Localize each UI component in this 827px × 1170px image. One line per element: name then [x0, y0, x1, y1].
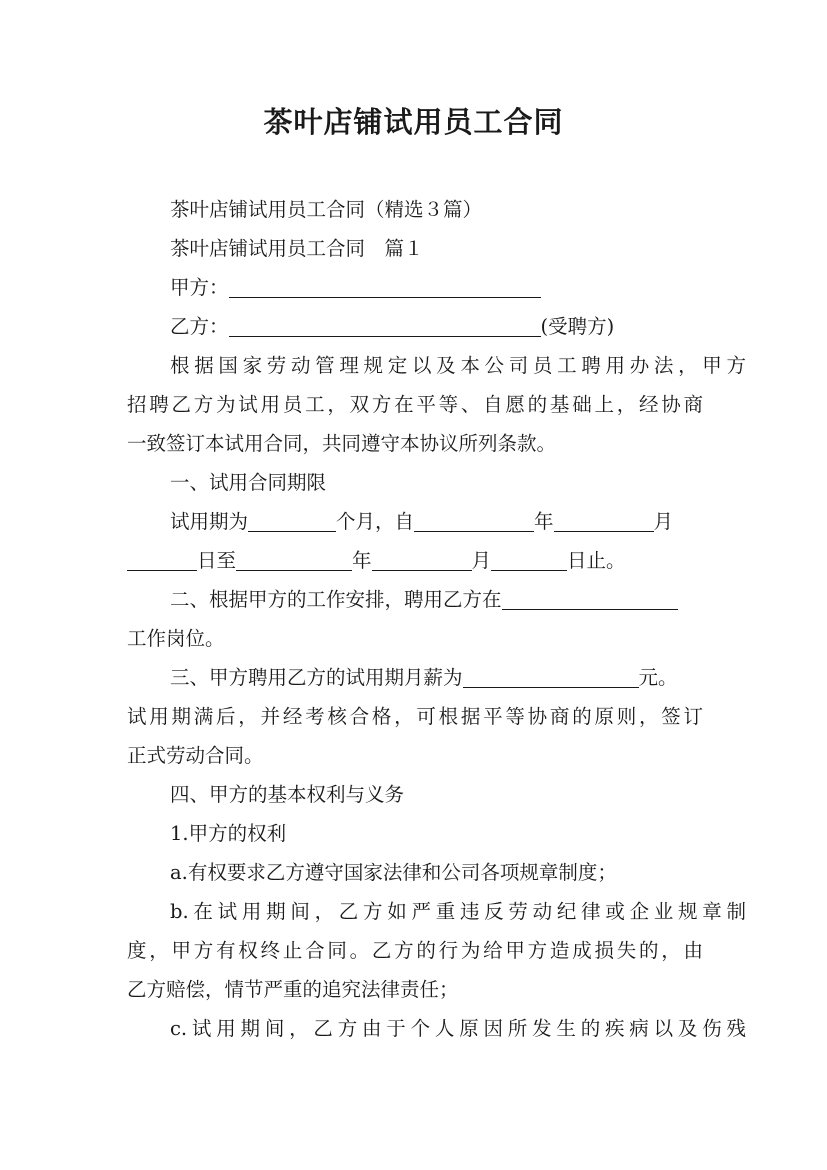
subtitle: 茶叶店铺试用员工合同（精选３篇） — [170, 198, 483, 221]
clause-b-line-3: 乙方赔偿，情节严重的追究法律责任； — [127, 978, 459, 1001]
term-label-8: 日止。 — [567, 549, 626, 572]
term-months-blank — [248, 507, 336, 532]
term-label-3: 年 — [534, 510, 554, 533]
clause-a: a.有权要求乙方遵守国家法律和公司各项规章制度； — [170, 861, 617, 884]
section-2-text: 二、根据甲方的工作安排，聘用乙方在 — [170, 588, 502, 611]
term-line-1 — [127, 504, 746, 540]
term-label-6: 年 — [352, 549, 372, 572]
section-3-line-2: 试用期满后，并经考核合格，可根据平等协商的原则，签订 — [127, 705, 703, 728]
term-end-year-blank — [236, 546, 352, 571]
salary-blank — [463, 663, 639, 688]
section-4-heading: 四、甲方的基本权利与义务 — [170, 783, 405, 806]
position-blank — [502, 585, 678, 610]
section-3-text: 三、甲方聘用乙方的试用期月薪为 — [170, 666, 463, 689]
clause-b-line-2: 度，甲方有权终止合同。乙方的行为给甲方造成损失的，由 — [127, 939, 703, 962]
party-b-line — [127, 309, 746, 345]
paragraph-1-line-2: 招聘乙方为试用员工，双方在平等、自愿的基础上，经协商 — [127, 393, 703, 416]
section-1-heading: 一、试用合同期限 — [170, 471, 327, 494]
section-4-1-heading: 1.甲方的权利 — [170, 822, 287, 845]
party-b-label: 乙方： — [170, 315, 229, 338]
paragraph-1-line-1: 根据国家劳动管理规定以及本公司员工聘用办法，甲方 — [170, 354, 746, 377]
party-b-blank — [229, 312, 541, 337]
term-line-2 — [127, 543, 703, 579]
term-label-4: 月 — [653, 510, 674, 533]
section-3-line-1 — [127, 660, 746, 696]
term-label-1: 试用期为 — [170, 510, 249, 533]
term-end-day-blank — [491, 546, 567, 571]
section-2-line-1 — [127, 582, 746, 618]
term-start-day-blank — [127, 546, 197, 571]
party-a-blank — [229, 273, 541, 298]
clause-c-line-1: c.试用期间，乙方由于个人原因所发生的疾病以及伤残 — [170, 1017, 746, 1040]
term-start-year-blank — [414, 507, 534, 532]
term-end-month-blank — [372, 546, 472, 571]
section-2-line-2: 工作岗位。 — [127, 627, 225, 650]
term-label-2: 个月，自 — [336, 510, 415, 533]
term-label-5: 日至 — [197, 549, 237, 572]
party-a-line — [127, 270, 746, 306]
party-b-suffix: (受聘方) — [540, 315, 615, 338]
paragraph-1-line-3: 一致签订本试用合同，共同遵守本协议所列条款。 — [127, 432, 557, 455]
clause-b-line-1: b.在试用期间，乙方如严重违反劳动纪律或企业规章制 — [170, 900, 746, 923]
party-a-label: 甲方： — [170, 276, 229, 299]
term-label-7: 月 — [471, 549, 492, 572]
section-3-suffix: 元。 — [638, 666, 678, 689]
page-title: 茶叶店铺试用员工合同 — [263, 105, 564, 139]
chapter-heading: 茶叶店铺试用员工合同 篇１ — [170, 237, 424, 260]
section-3-line-3: 正式劳动合同。 — [127, 744, 264, 767]
term-start-month-blank — [554, 507, 654, 532]
